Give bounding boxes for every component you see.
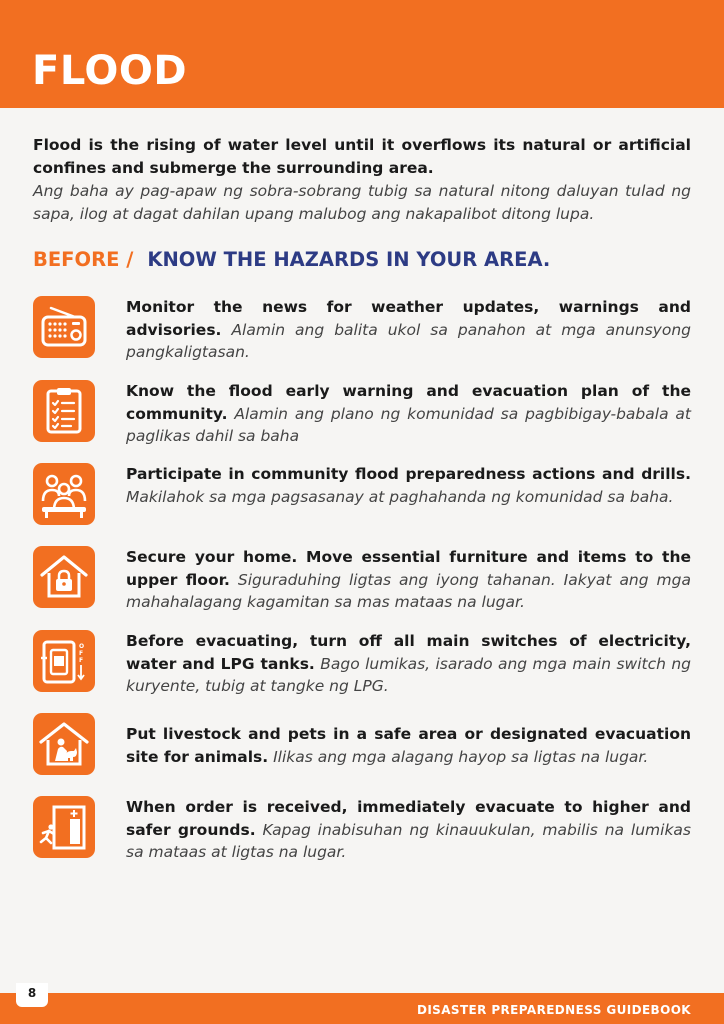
- item-text: [126, 463, 691, 508]
- item-text: [126, 723, 691, 768]
- item-text: [126, 546, 691, 614]
- item-tagalog: Siguraduhing ligtas ang iyong tahanan. Iakyat ang mga mahahalagang kagamitan sa mas mataas na lugar.: [126, 570, 691, 611]
- item-text: [126, 796, 691, 864]
- item-english: Put livestock and pets in a safe area or designated evacuation site for animals.: [126, 725, 691, 766]
- animal-shelter-icon: [33, 713, 95, 775]
- page-number: 8: [16, 983, 48, 1007]
- item-english: Before evacuating, turn off all main switches of electricity, water and LPG tanks.: [126, 632, 691, 673]
- item-tagalog: Kapag inabisuhan ng kinauukulan, mabilis na lumikas sa mataas at ligtas na lugar.: [126, 820, 691, 861]
- item-tagalog: Ilikas ang mga alagang hayop sa ligtas na lugar.: [273, 747, 649, 766]
- item-tagalog: Makilahok sa mga pagsasanay at paghahanda ng komunidad sa baha.: [126, 487, 674, 506]
- intro-definition: [33, 134, 691, 226]
- item-tagalog: Bago lumikas, isarado ang mga main switch ng kuryente, tubig at tangke ng LPG.: [126, 654, 691, 695]
- switch-off-icon: [33, 630, 95, 692]
- definition-tagalog: Ang baha ay pag-apaw ng sobra-sobrang tubig sa natural nitong daluyan tulad ng sapa, ilog at dagat dahilan upang malubog ang nakapalibot ditong lupa.: [33, 182, 691, 223]
- item-english: When order is received, immediately evacuate to higher and safer grounds.: [126, 798, 691, 839]
- item-text: [126, 380, 691, 448]
- radio-icon: [33, 296, 95, 358]
- community-icon: [33, 463, 95, 525]
- checklist-icon: [33, 380, 95, 442]
- item-english: Know the flood early warning and evacuation plan of the community.: [126, 382, 691, 423]
- item-text: [126, 296, 691, 364]
- secure-home-icon: [33, 546, 95, 608]
- item-english: Monitor the news for weather updates, warnings and advisories.: [126, 298, 691, 339]
- svg-text:O: O: [79, 643, 85, 650]
- phase-label: BEFORE /: [33, 248, 134, 271]
- item-tagalog: Alamin ang balita ukol sa panahon at mga anunsyong pangkaligtasan.: [126, 320, 691, 361]
- definition-english: Flood is the rising of water level until it overflows its natural or artificial confines and submerge the surrounding area.: [33, 136, 691, 177]
- item-english: Participate in community flood preparedness actions and drills.: [126, 465, 691, 483]
- item-tagalog: Alamin ang plano ng komunidad sa pagbibigay-babala at paglikas dahil sa baha: [126, 404, 691, 445]
- item-english: Secure your home. Move essential furniture and items to the upper floor.: [126, 548, 691, 589]
- svg-text:F: F: [79, 650, 84, 657]
- guidebook-title: DISASTER PREPAREDNESS GUIDEBOOK: [416, 1003, 691, 1017]
- evacuate-icon: [33, 796, 95, 858]
- section-heading: [33, 247, 550, 273]
- page-title: FLOOD: [32, 48, 188, 94]
- svg-text:F: F: [79, 657, 84, 664]
- section-topic: KNOW THE HAZARDS IN YOUR AREA.: [147, 248, 551, 271]
- item-text: [126, 630, 691, 698]
